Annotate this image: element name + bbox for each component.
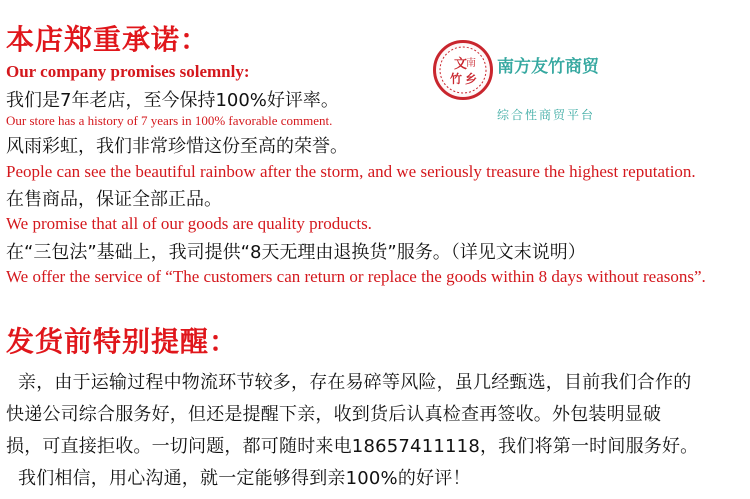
promise-line1-zh: 我们是7年老店，至今保持100%好评率。 xyxy=(6,90,339,111)
brand-subtitle: 综合性商贸平台 xyxy=(497,108,596,122)
promise-english-title: Our company promises solemnly: xyxy=(6,62,250,81)
svg-text:乡: 乡 xyxy=(465,72,478,86)
notice-paragraph-line3: 损，可直接拒收。一切问题，都可随时来电18657411118，我们将第一时间服务好。 xyxy=(6,436,699,457)
notice-paragraph-line2: 快递公司综合服务好，但还是提醒下亲，收到货后认真检查再签收。外包装明显破 xyxy=(6,404,662,425)
promise-line3-en: We promise that all of our goods are quality products. xyxy=(6,214,372,233)
shipping-notice-heading: 发货前特别提醒： xyxy=(6,325,239,358)
notice-paragraph-line4: 我们相信，用心沟通，就一定能够得到亲100%的好评！ xyxy=(18,468,471,489)
promise-line3-zh: 在售商品，保证全部正品。 xyxy=(6,189,222,210)
promise-line4-en: We offer the service of “The customers can return or replace the goods within 8 days without reasons”. xyxy=(6,267,706,286)
promise-line2-en: People can see the beautiful rainbow after the storm, and we seriously treasure the highest reputation. xyxy=(6,162,696,181)
promise-line4-zh: 在“三包法”基础上，我司提供“8天无理由退换货”服务。（详见文末说明） xyxy=(6,242,586,263)
promise-line1-en: Our store has a history of 7 years in 100% favorable comment. xyxy=(6,113,333,128)
seal-stamp-icon xyxy=(433,40,493,100)
svg-text:南: 南 xyxy=(466,58,476,69)
svg-text:文: 文 xyxy=(454,57,468,72)
svg-text:竹: 竹 xyxy=(450,72,463,86)
promise-heading: 本店郑重承诺： xyxy=(6,23,210,56)
notice-paragraph-line1: 亲，由于运输过程中物流环节较多，存在易碎等风险，虽几经甄选，目前我们合作的 xyxy=(18,372,692,393)
promise-line2-zh: 风雨彩虹，我们非常珍惜这份至高的荣誉。 xyxy=(6,136,348,157)
brand-name: 南方友竹商贸 xyxy=(497,57,599,77)
